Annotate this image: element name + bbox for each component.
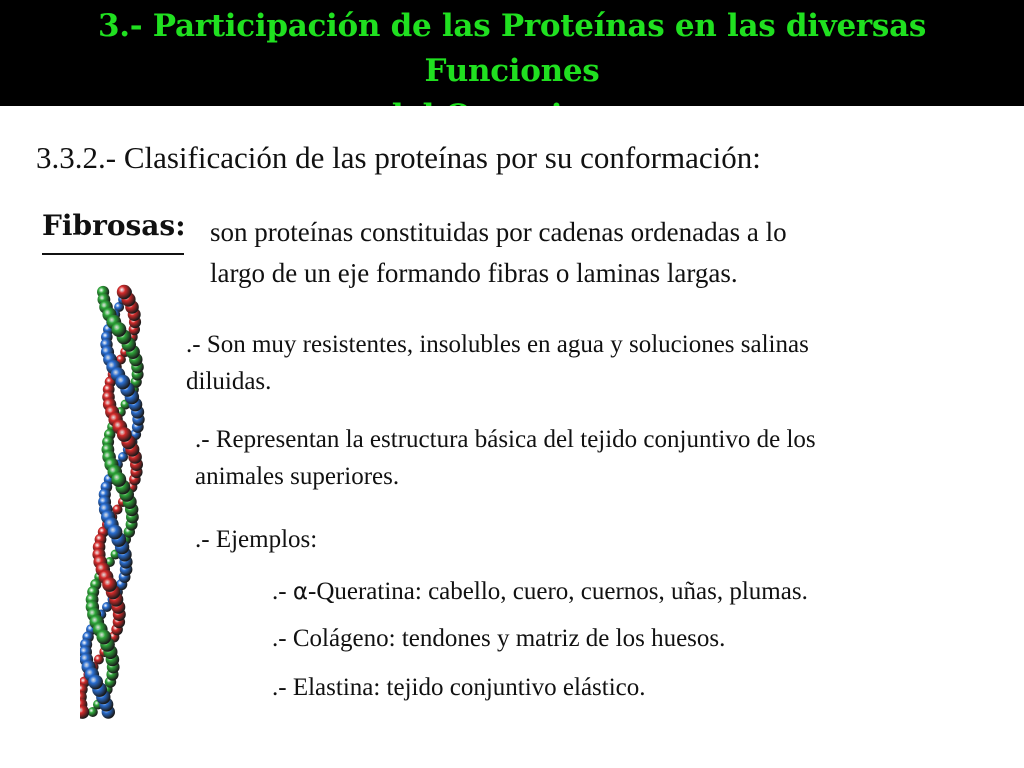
example-queratina — [272, 573, 808, 611]
helix-residue — [115, 375, 130, 390]
point-1-line-2: diluidas. — [186, 368, 272, 395]
example-1-prefix: .- — [272, 578, 293, 605]
definition-line-1: son proteínas constituidas por cadenas ordenadas a lo — [210, 217, 787, 247]
example-3-prefix: .- — [272, 674, 293, 701]
example-3-text: Elastina: tejido conjuntivo elástico. — [292, 674, 646, 701]
example-2-text: Colágeno: tendones y matriz de los huesos. — [292, 625, 726, 652]
point-resistance — [186, 326, 986, 400]
helix-residue — [97, 630, 112, 645]
example-elastina — [272, 669, 646, 706]
helix-residue — [117, 285, 132, 300]
definition-line-2: largo de un eje formando fibras o laminas largas. — [210, 258, 738, 288]
fibrosas-definition — [210, 212, 990, 294]
point-1-line-1: .- Son muy resistentes, insolubles en agua y soluciones salinas — [186, 331, 809, 358]
helix-residue — [88, 675, 103, 690]
helix-residue — [117, 427, 132, 442]
fibrosas-heading: Fibrosas: — [42, 209, 186, 242]
helix-residue — [112, 322, 127, 337]
protein-triple-helix-icon — [80, 282, 170, 722]
section-subtitle: 3.3.2.- Clasificación de las proteínas por su conformación: — [36, 140, 761, 175]
helix-residue — [111, 472, 126, 487]
helix-residue — [80, 705, 89, 719]
example-1-text: -Queratina: cabello, cuero, cuernos, uñas, plumas. — [308, 578, 808, 605]
point-structure — [195, 421, 1005, 495]
helix-residue — [102, 577, 117, 592]
alpha-symbol: α — [292, 579, 308, 605]
example-2-prefix: .- — [272, 625, 293, 652]
helix-residue — [108, 525, 123, 540]
point-2-line-1: .- Representan la estructura básica del tejido conjuntivo de los — [195, 426, 816, 453]
slide-content — [0, 106, 1024, 768]
point-examples-heading: .- Ejemplos: — [195, 526, 318, 553]
point-2-line-2: animales superiores. — [195, 463, 400, 490]
fibrosas-underline — [42, 253, 184, 255]
example-colageno — [272, 620, 725, 657]
title-bar — [0, 0, 1024, 104]
title-line-1: 3.- Participación de las Proteínas en las diversas Funciones — [97, 8, 927, 89]
